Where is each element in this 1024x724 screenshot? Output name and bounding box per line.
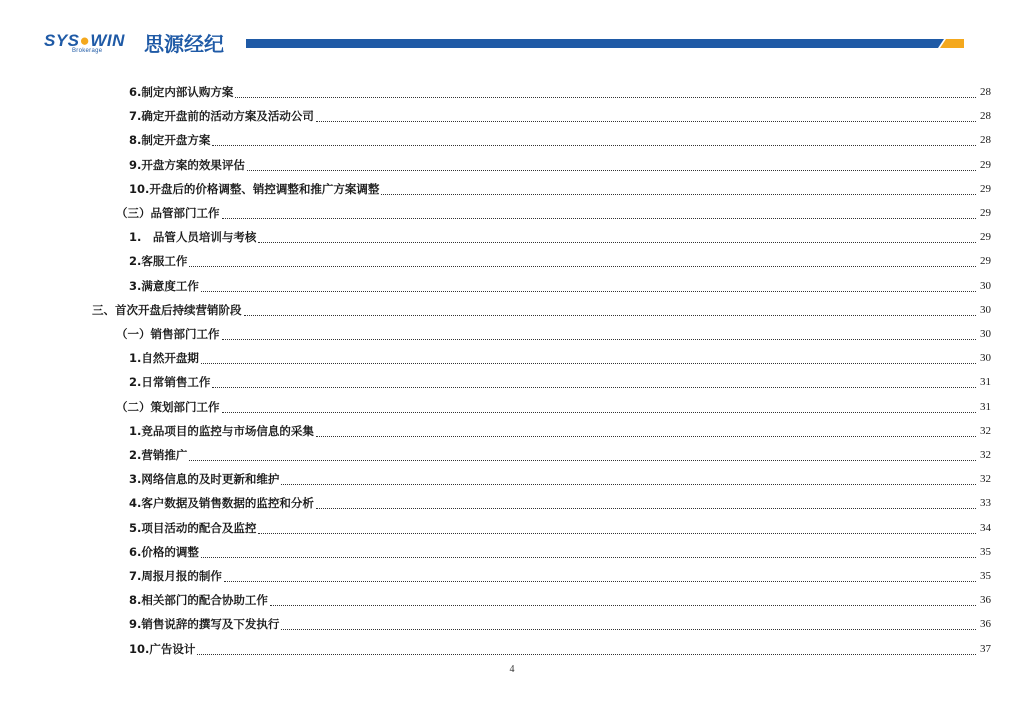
header-decorative-bar [246, 39, 964, 48]
toc-entry-page: 29 [980, 255, 991, 268]
toc-entry-label: 8.制定开盘方案 [129, 133, 211, 148]
logo-chinese-name: 思源经纪 [144, 32, 224, 56]
toc-entry[interactable] [129, 637, 991, 661]
toc-entry-label: 7.周报月报的制作 [129, 569, 222, 583]
toc-entry[interactable] [129, 419, 991, 443]
toc-dot-leader [197, 653, 976, 655]
toc-entry-page: 29 [980, 158, 991, 171]
toc-entry[interactable] [129, 249, 991, 273]
toc-dot-leader [222, 411, 977, 413]
toc-entry-page: 28 [980, 134, 991, 147]
toc-dot-leader [316, 507, 976, 509]
toc-entry-page: 30 [980, 279, 991, 292]
toc-entry[interactable] [129, 564, 991, 588]
toc-entry[interactable] [129, 346, 991, 370]
toc-entry-label: 9.销售说辞的撰写及下发执行 [129, 617, 280, 632]
toc-entry-label: 1.竞品项目的监控与市场信息的采集 [129, 423, 314, 438]
toc-entry[interactable] [129, 443, 991, 467]
toc-dot-leader [201, 362, 976, 364]
toc-entry-page: 36 [980, 618, 991, 631]
toc-dot-leader [270, 604, 976, 606]
toc-entry-page: 36 [980, 594, 991, 607]
toc-entry[interactable] [129, 370, 991, 394]
toc-entry-label: 三、首次开盘后持续营销阶段 [92, 302, 242, 317]
page-number: 4 [509, 664, 515, 675]
toc-entry-label: 2.日常销售工作 [129, 375, 211, 390]
toc-dot-leader [244, 314, 977, 316]
logo-wordmark: SYS●WIN [44, 31, 125, 50]
toc-entry-label: 2.客服工作 [129, 254, 188, 269]
toc-entry-page: 31 [980, 376, 991, 389]
toc-entry-page: 33 [980, 497, 991, 510]
toc-entry-label: （一）销售部门工作 [116, 327, 220, 341]
toc-dot-leader [224, 580, 976, 582]
toc-entry[interactable] [129, 104, 991, 128]
toc-entry-page: 30 [980, 303, 991, 316]
toc-entry[interactable] [116, 395, 991, 419]
toc-dot-leader [316, 120, 976, 122]
toc-entry[interactable] [116, 201, 991, 225]
toc-entry-label: 4.客户数据及销售数据的监控和分析 [129, 496, 314, 511]
toc-dot-leader [258, 532, 976, 534]
toc-entry-page: 37 [980, 642, 991, 655]
toc-entry-label: 1.自然开盘期 [129, 351, 199, 366]
toc-entry-page: 34 [980, 521, 991, 534]
toc-entry-page: 32 [980, 473, 991, 486]
toc-entry-label: （二）策划部门工作 [116, 399, 220, 414]
toc-entry-page: 35 [980, 545, 991, 558]
toc-entry[interactable] [129, 128, 991, 152]
toc-entry[interactable] [129, 588, 991, 612]
toc-dot-leader [258, 241, 976, 243]
toc-entry-label: 10.开盘后的价格调整、销控调整和推广方案调整 [129, 181, 380, 196]
toc-entry-page: 30 [980, 352, 991, 365]
toc-entry[interactable] [129, 540, 991, 564]
toc-dot-leader [222, 338, 977, 340]
toc-entry-label: 1. 品管人员培训与考核 [129, 230, 257, 245]
toc-entry[interactable] [129, 491, 991, 515]
toc-dot-leader [201, 290, 976, 292]
toc-dot-leader [201, 556, 976, 558]
toc-entry-label: 5.项目活动的配合及监控 [129, 520, 257, 535]
toc-entry[interactable] [129, 177, 991, 201]
toc-entry[interactable] [129, 612, 991, 636]
toc-entry-label: 6.制定内部认购方案 [129, 85, 234, 99]
toc-entry[interactable] [92, 298, 991, 322]
toc-entry-page: 32 [980, 424, 991, 437]
toc-entry-page: 29 [980, 231, 991, 244]
toc-dot-leader [222, 217, 977, 219]
page-header [0, 0, 1024, 62]
toc-entry-label: 10.广告设计 [129, 641, 196, 656]
toc-dot-leader [212, 386, 976, 388]
toc-entry[interactable] [129, 274, 991, 298]
toc-dot-leader [212, 144, 976, 146]
toc-entry[interactable] [129, 467, 991, 491]
toc-entry-label: 3.网络信息的及时更新和维护 [129, 472, 280, 487]
toc-dot-leader [316, 435, 976, 437]
toc-dot-leader [189, 265, 976, 267]
toc-entry-page: 31 [980, 400, 991, 413]
toc-entry-label: 7.确定开盘前的活动方案及活动公司 [129, 109, 314, 124]
toc-entry-page: 30 [980, 328, 991, 340]
toc-entry-label: 9.开盘方案的效果评估 [129, 157, 245, 172]
toc-entry-label: 6.价格的调整 [129, 544, 199, 559]
toc-entry-label: 8.相关部门的配合协助工作 [129, 593, 268, 608]
toc-dot-leader [189, 459, 976, 461]
toc-entry-label: 2.营销推广 [129, 448, 188, 462]
toc-entry[interactable] [116, 322, 991, 346]
toc-entry[interactable] [129, 80, 991, 104]
toc-dot-leader [381, 193, 976, 195]
logo-dot-icon: ● [79, 31, 91, 50]
toc-entry-label: （三）品管部门工作 [116, 206, 220, 220]
toc-dot-leader [281, 628, 976, 630]
logo-subtitle: Brokerage [72, 48, 103, 54]
toc-entry-page: 29 [980, 207, 991, 219]
toc-entry-page: 35 [980, 570, 991, 582]
toc-entry[interactable] [129, 153, 991, 177]
toc-entry-page: 28 [980, 110, 991, 123]
toc-entry-page: 29 [980, 182, 991, 195]
toc-entry-page: 28 [980, 86, 991, 98]
toc-entry-label: 3.满意度工作 [129, 278, 199, 293]
toc-entry-page: 32 [980, 449, 991, 461]
toc-entry[interactable] [129, 225, 991, 249]
toc-dot-leader [247, 169, 976, 171]
toc-entry[interactable] [129, 516, 991, 540]
toc-dot-leader [235, 96, 976, 98]
toc-dot-leader [281, 483, 976, 485]
